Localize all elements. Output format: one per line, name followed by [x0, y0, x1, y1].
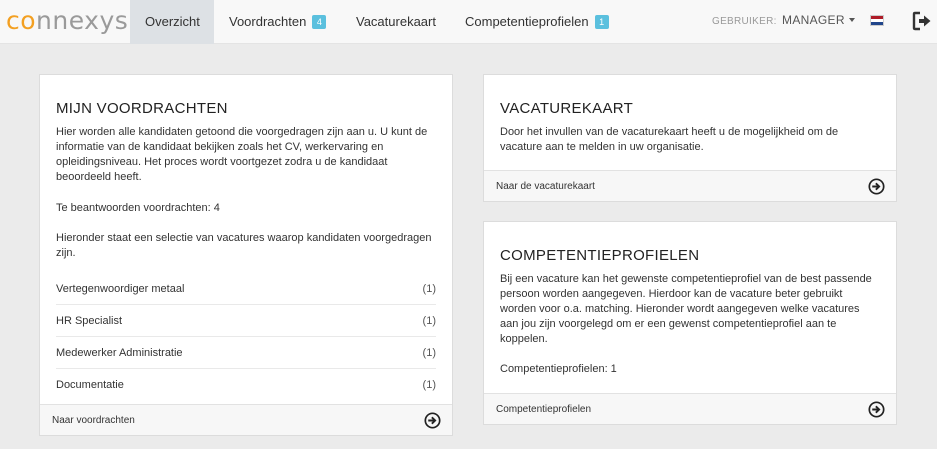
vacaturekaart-text: Door het invullen van de vacaturekaart heeft u de mogelijkheid om de vacature aan te melden in uw organisatie.	[500, 126, 839, 153]
naar-vacaturekaart-label: Naar de vacaturekaart	[496, 181, 595, 192]
selection-text: Hieronder staat een selectie van vacatures waarop kandidaten voorgedragen zijn.	[56, 232, 432, 259]
naar-voordrachten-link[interactable]	[40, 404, 452, 435]
sign-out-icon[interactable]	[912, 11, 932, 31]
chevron-down-icon	[849, 18, 855, 22]
competentieprofielen-panel	[483, 221, 897, 425]
competentieprofielen-text: Bij een vacature kan het gewenste competentieprofiel van de best passende persoon worden aangegeven. Hierdoor kan de vacature beter gebruikt worden voor o.a. matching. Hieronder wordt aangegeven welke vacatures aan jou zijn voorgelegd om er een gewenst competentieprofiel aan te koppelen.	[500, 273, 872, 345]
vacature-row[interactable]	[56, 337, 436, 369]
connexys-logo[interactable]	[6, 6, 128, 36]
vacaturekaart-panel	[483, 74, 897, 202]
competentieprofielen-title: COMPETENTIEPROFIELEN	[500, 247, 700, 264]
naar-voordrachten-label: Naar voordrachten	[52, 415, 135, 426]
vacature-name: Medewerker Administratie	[56, 347, 183, 359]
vacature-row[interactable]	[56, 369, 436, 401]
nav-overzicht-label: Overzicht	[145, 14, 200, 29]
nav-competentieprofielen-label: Competentieprofielen	[465, 14, 589, 29]
logo-part-2: nnexys	[36, 6, 129, 35]
nav-vacaturekaart-label: Vacaturekaart	[356, 14, 436, 29]
vacaturekaart-title: VACATUREKAART	[500, 100, 634, 117]
vacature-count: (1)	[422, 379, 436, 391]
nav-voordrachten[interactable]	[214, 0, 341, 44]
vacature-count: (1)	[422, 315, 436, 327]
competentieprofielen-link[interactable]	[484, 393, 896, 424]
vacature-name: HR Specialist	[56, 315, 123, 327]
dutch-flag-icon[interactable]	[870, 15, 884, 26]
vacature-count: (1)	[422, 347, 436, 359]
competentieprofielen-count-badge: 1	[595, 15, 609, 29]
top-navbar	[0, 0, 937, 44]
logo-part-1: co	[6, 6, 37, 35]
circle-arrow-right-icon[interactable]	[868, 178, 885, 195]
vacature-count: (1)	[422, 283, 436, 295]
user-name: MANAGER	[782, 13, 845, 27]
voordrachten-panel	[39, 74, 453, 436]
user-label: GEBRUIKER:	[712, 16, 777, 27]
naar-vacaturekaart-link[interactable]	[484, 170, 896, 201]
competentieprofielen-count: Competentieprofielen: 1	[500, 363, 617, 375]
circle-arrow-right-icon[interactable]	[868, 401, 885, 418]
user-menu[interactable]	[712, 0, 855, 40]
circle-arrow-right-icon[interactable]	[424, 412, 441, 429]
voordrachten-count-badge: 4	[312, 15, 326, 29]
vacature-row[interactable]	[56, 273, 436, 305]
vacature-list	[56, 273, 436, 401]
competentieprofielen-footer-label: Competentieprofielen	[496, 404, 592, 415]
voordrachten-title: MIJN VOORDRACHTEN	[56, 100, 228, 117]
voordrachten-intro: Hier worden alle kandidaten getoond die voorgedragen zijn aan u. U kunt de informatie van de kandidaat bekijken zoals het CV, werkervaring en opleidingsniveau. Het proces wordt voortgezet zodra u de kandidaat beoordeeld heeft.	[56, 126, 428, 183]
nav-competentieprofielen[interactable]	[450, 0, 624, 44]
pending-voordrachten: Te beantwoorden voordrachten: 4	[56, 202, 220, 214]
nav-overzicht[interactable]	[130, 0, 214, 44]
vacature-name: Documentatie	[56, 379, 124, 391]
vacature-row[interactable]	[56, 305, 436, 337]
vacature-name: Vertegenwoordiger metaal	[56, 283, 185, 295]
nav-voordrachten-label: Voordrachten	[229, 14, 307, 29]
nav-vacaturekaart[interactable]	[341, 0, 451, 44]
